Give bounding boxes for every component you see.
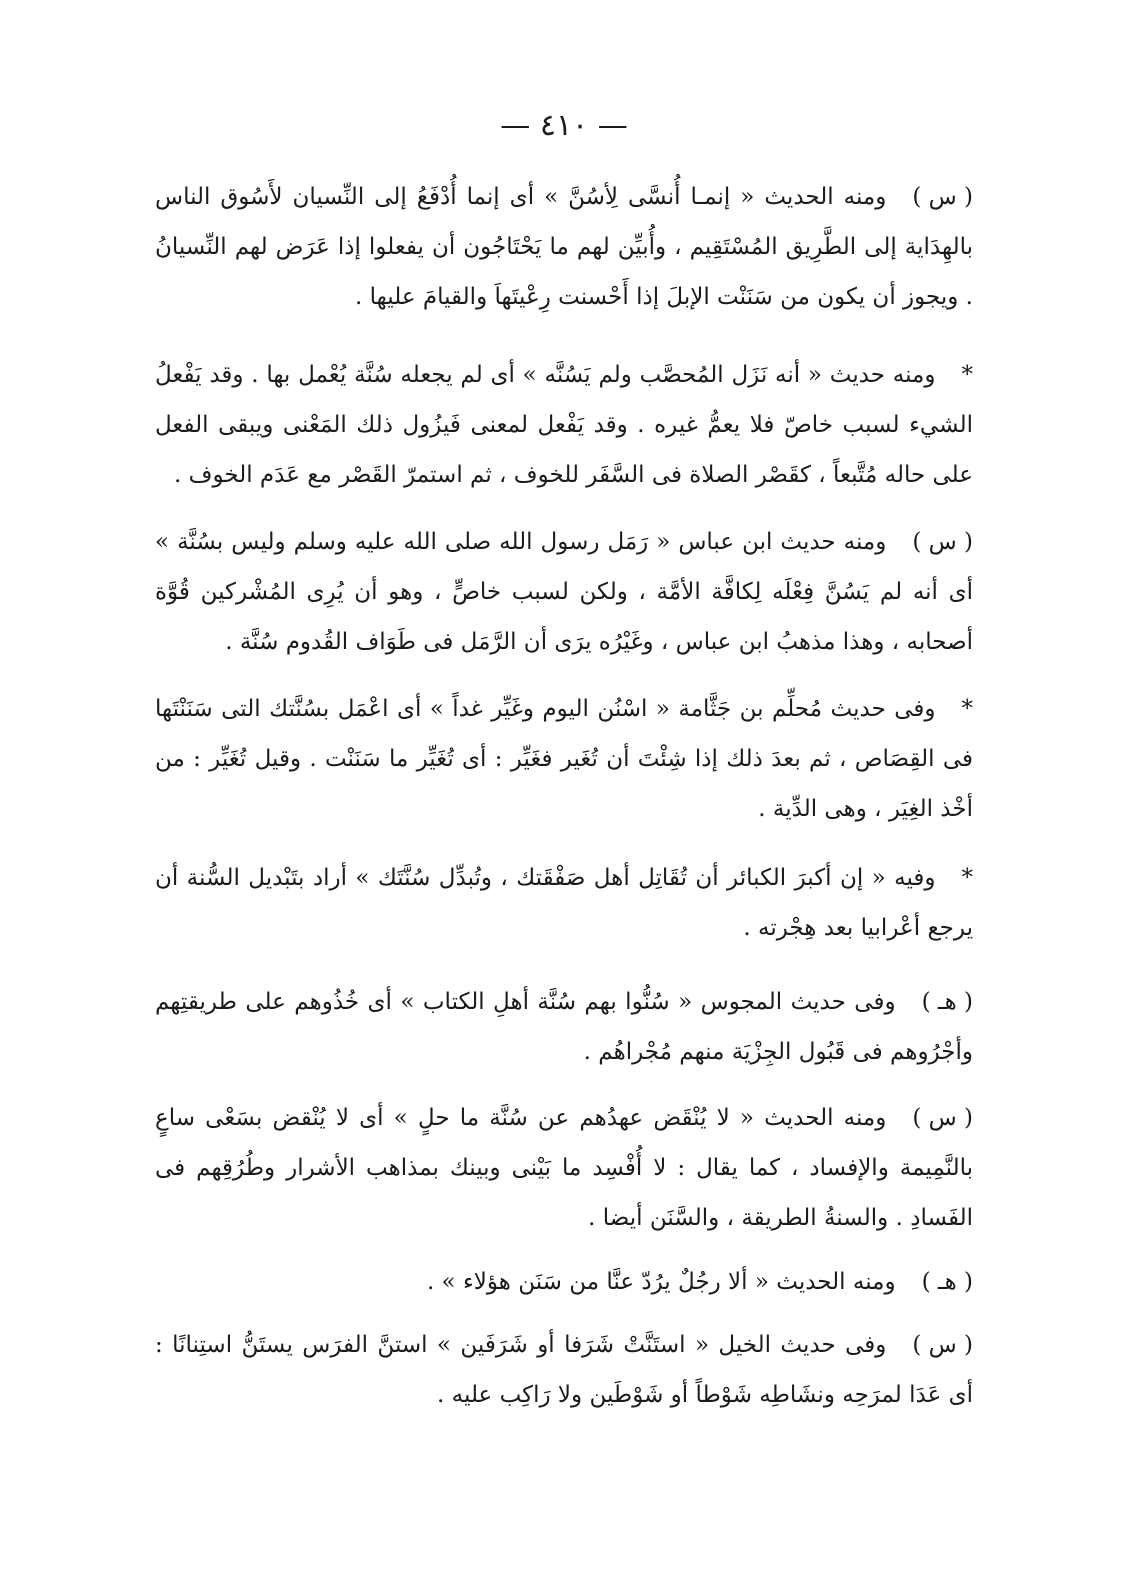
entry-3 <box>155 517 973 667</box>
entry-text: وفى حديث المجوس « سُنُّوا بهم سُنَّة أهلِ الكتاب » أى خُذُوهم على طريقتِهم وأجْرُوهم فى قَبُول الجِزْيَة منهم مُجْراهُم . <box>155 989 973 1065</box>
entry-text: ومنه الحديث « لا يُنْقَض عهدُهم عن سُنَّة ما حلٍ » أى لا يُنْقض بسَعْى ساعٍ بالنَّمِيمة والإفساد ، كما يقال : لا أُفْسِد ما بَيْنى وبينك بمذاهب الأشرار وطُرُقِهم فى الفَسادِ . والسنةُ الطريقة ، والسَّنَن أيضا . <box>155 1105 973 1231</box>
entry-marker: ( س ) <box>912 1105 973 1131</box>
entry-marker: * <box>961 362 973 388</box>
entry-marker: * <box>961 865 973 891</box>
entry-5 <box>155 853 973 953</box>
entry-4 <box>155 684 973 834</box>
page-number: — ٤١٠ — <box>500 108 628 143</box>
entry-8 <box>155 1257 973 1307</box>
entry-9 <box>155 1320 973 1420</box>
entry-7 <box>155 1093 973 1243</box>
entry-marker: ( س ) <box>912 529 973 555</box>
entry-marker: ( هـ ) <box>921 1269 973 1295</box>
entry-2 <box>155 350 973 500</box>
entry-text: ومنه حديث ابن عباس « رَمَل رسول الله صلى الله عليه وسلم وليس بسُنَّة » أى أنه لم يَسُنَّ فِعْلَه لِكافَّة الأمَّة ، ولكن لسبب خاصٍّ ، وهو أن يُرِى المُشْركين قُوَّة أصحابه ، وهذا مذهبُ ابن عباس ، وغَيْرُه يرَى أن الرَّمَل فى طَوَاف القُدوم سُنَّة . <box>155 529 973 655</box>
entry-marker: ( س ) <box>912 184 973 210</box>
entry-1 <box>155 172 973 322</box>
entry-text: وفيه « إن أكبرَ الكبائر أن تُقَاتِل أهل صَفْقَتك ، وتُبدِّل سُنَّتَك » أراد بتَبْديل السُّنة أن يرجع أعْرابيا بعد هِجْرته . <box>155 865 973 941</box>
entry-text: وفى حديث مُحلِّم بن جَثَّامة « اسْنُن اليوم وغَيِّر غداً » أى اعْمَل بسُنَّتك التى سَنَنْتَها فى القِصَاص ، ثم بعدَ ذلك إذا شِئْتَ أن تُغَير فغَيِّر : أى تُغَيِّر ما سَنَنْت . وقيل تُغَيِّر : من أخْذ الغِيَر ، وهى الدِّية . <box>155 696 973 822</box>
entry-marker: ( هـ ) <box>921 989 973 1015</box>
entry-text: ومنه حديث « أنه نَزَل المُحصَّب ولم يَسُنَّه » أى لم يجعله سُنَّة يُعْمل بها . وقد يَفْعلُ الشيء لسبب خاصّ فلا يعمُّ غيره . وقد يَفْعل لمعنى فَيزُول ذلك المَعْنى ويبقى الفعل على حاله مُتَّبعاً ، كقَصْر الصلاة فى السَّفَر للخوف ، ثم استمرّ القَصْر مع عَدَم الخوف . <box>155 362 973 488</box>
entry-text: ومنه الحديث « ألا رجُلٌ يرُدّ عنَّا من سَنَن هؤلاء » . <box>426 1269 896 1295</box>
entry-marker: * <box>961 696 973 722</box>
entry-text: وفى حديث الخيل « استَنَّتْ شَرَفا أو شَرَفَين » استنَّ الفرَس يستَنُّ استِنانًا : أى عَدَا لمرَحِه ونشَاطِه شَوْطاً أو شَوْطَين ولا رَاكِب عليه . <box>155 1332 973 1408</box>
entry-marker: ( س ) <box>912 1332 973 1358</box>
entry-6 <box>155 977 973 1077</box>
entry-text: ومنه الحديث « إنمـا أُنسَّى لِأسُنَّ » أى إنما أُدْفَعُ إلى النِّسيان لأَسُوق الناس بالهِدَاية إلى الطَّرِيق المُسْتَقِيم ، وأُبيِّن لهم ما يَحْتَاجُون أن يفعلوا إذا عَرَض لهم النِّسيانُ . ويجوز أن يكون من سَنَنْت الإبلَ إذا أَحْسنت رِعْيتَهاَ والقيامَ عليها . <box>155 184 973 310</box>
